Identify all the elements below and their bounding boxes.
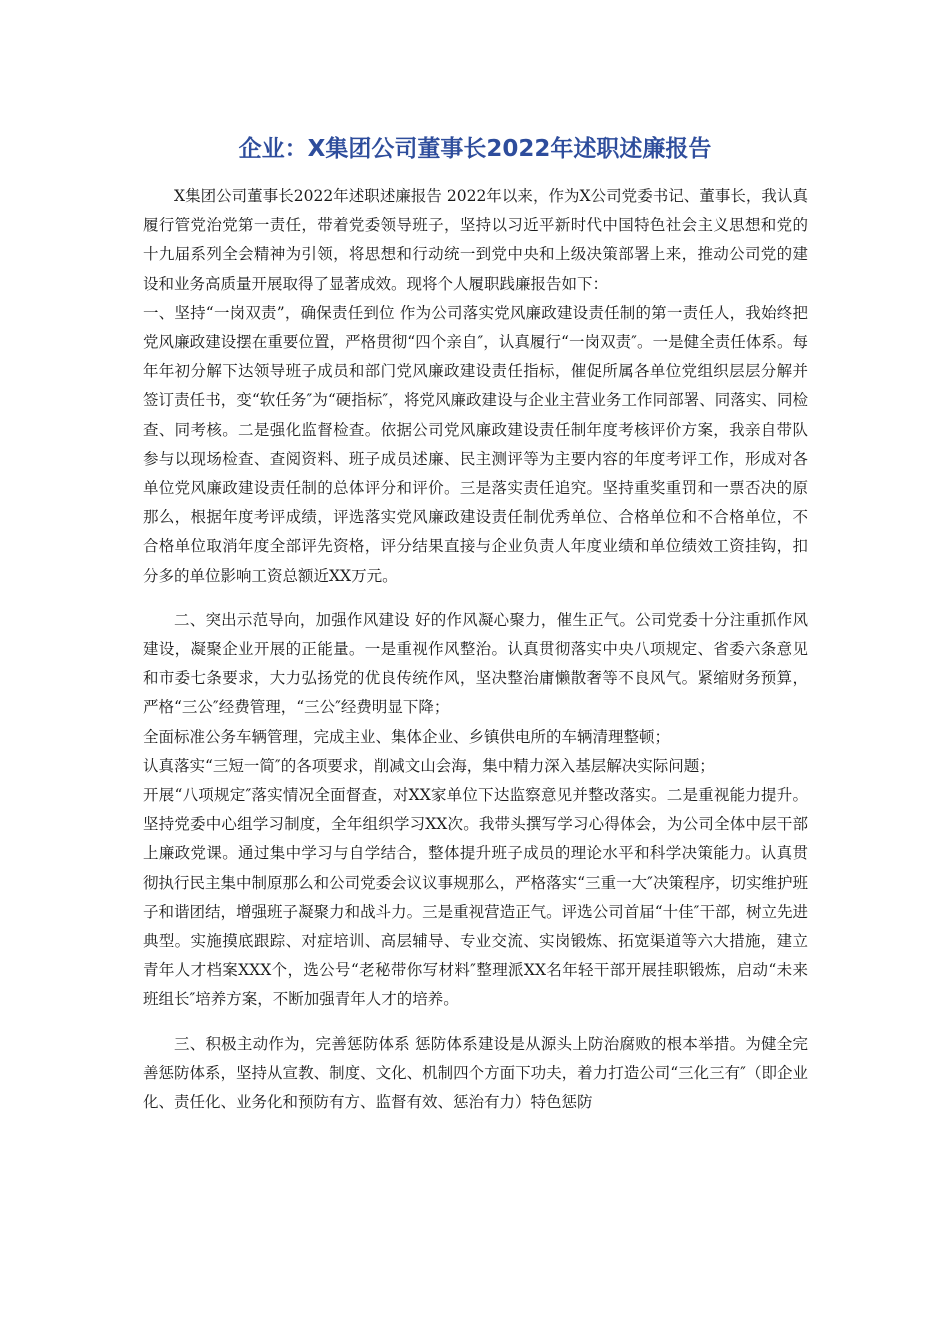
paragraph-intro: X集团公司董事长2022年述职述廉报告 2022年以来，作为X公司党委书记、董事长，我认真履行管党治党第一责任，带着党委领导班子，坚持以习近平新时代中国特色社会主义思想和党的十九届系列全会精神为引领，将思想和行动统一到党中央和上级决策部署上来，推动公司党的建设和业务高质量开展取得了显著成效。现将个人履职践廉报告如下： — [143, 187, 808, 293]
paragraph-section-1: 一、坚持“一岗双责”，确保责任到位 作为公司落实党风廉政建设责任制的第一责任人，我始终把党风廉政建设摆在重要位置，严格贯彻“四个亲自″，认真履行“一岗双责″。一是健全责任体系。每年年初分解下达领导班子成员和部门党风廉政建设责任指标，催促所属各单位党组织层层分解并签订责任书，变“软任务″为“硬指标″，将党风廉政建设与企业主营业务工作同部署、同落实、同检查、同考核。二是强化监督检查。依据公司党风廉政建设责任制年度考核评价方案，我亲自带队参与以现场检查、查阅资料、班子成员述廉、民主测评等为主要内容的年度考评工作，形成对各单位党风廉政建设责任制的总体评分和评价。三是落实责任追究。坚持重奖重罚和一票否决的原那么，根据年度考评成绩，评选落实党风廉政建设责任制优秀单位、合格单位和不合格单位，不合格单位取消年度全部评先资格，评分结果直接与企业负责人年度业绩和单位绩效工资挂钩，扣分多的单位影响工资总额近XX万元。 — [143, 303, 808, 585]
paragraph-section-2: 二、突出示范导向，加强作风建设 好的作风凝心聚力，催生正气。公司党委十分注重抓作风建设，凝聚企业开展的正能量。一是重视作风整治。认真贯彻落实中央八项规定、省委六条意见和市委七条要求，大力弘扬党的优良传统作风，坚决整治庸懒散奢等不良风气。紧缩财务预算，严格“三公″经费管理，“三公″经费明显下降； — [143, 610, 808, 717]
paragraph-section-3: 三、积极主动作为，完善惩防体系 惩防体系建设是从源头上防治腐败的根本举措。为健全完善惩防体系，坚持从宣教、制度、文化、机制四个方面下功夫，着力打造公司“三化三有″（即企业化、责任化、业务化和预防有方、监督有效、惩治有力）特色惩防 — [143, 1034, 808, 1112]
paragraph-inspection-capacity: 开展“八项规定″落实情况全面督查，对XX家单位下达监察意见并整改落实。二是重视能力提升。坚持党委中心组学习制度，全年组织学习XX次。我带头撰写学习心得体会，为公司全体中层干部上廉政党课。通过集中学习与自学结合，整体提升班子成员的理论水平和科学决策能力。认真贯彻执行民主集中制原那么和公司党委会议议事规那么，严格落实“三重一大″决策程序，切实维护班子和谐团结，增强班子凝聚力和战斗力。三是重视营造正气。评选公司首届“十佳″干部，树立先进典型。实施摸底跟踪、对症培训、高层辅导、专业交流、实岗锻炼、拓宽渠道等六大措施，建立青年人才档案XXX个，选公号“老秘带你写材料″整理派XX名年轻干部开展挂职锻炼，启动“未来班组长″培养方案，不断加强青年人才的培养。 — [143, 786, 808, 1009]
paragraph-vehicle-management: 全面标准公务车辆管理，完成主业、集体企业、乡镇供电所的车辆清理整顿； — [143, 727, 671, 746]
document-body — [143, 182, 808, 1117]
paragraph-meeting-reduction: 认真落实“三短一简″的各项要求，削减文山会海，集中精力深入基层解决实际问题； — [143, 756, 715, 775]
document-title: 企业：X集团公司董事长2022年述职述廉报告 — [238, 136, 712, 162]
